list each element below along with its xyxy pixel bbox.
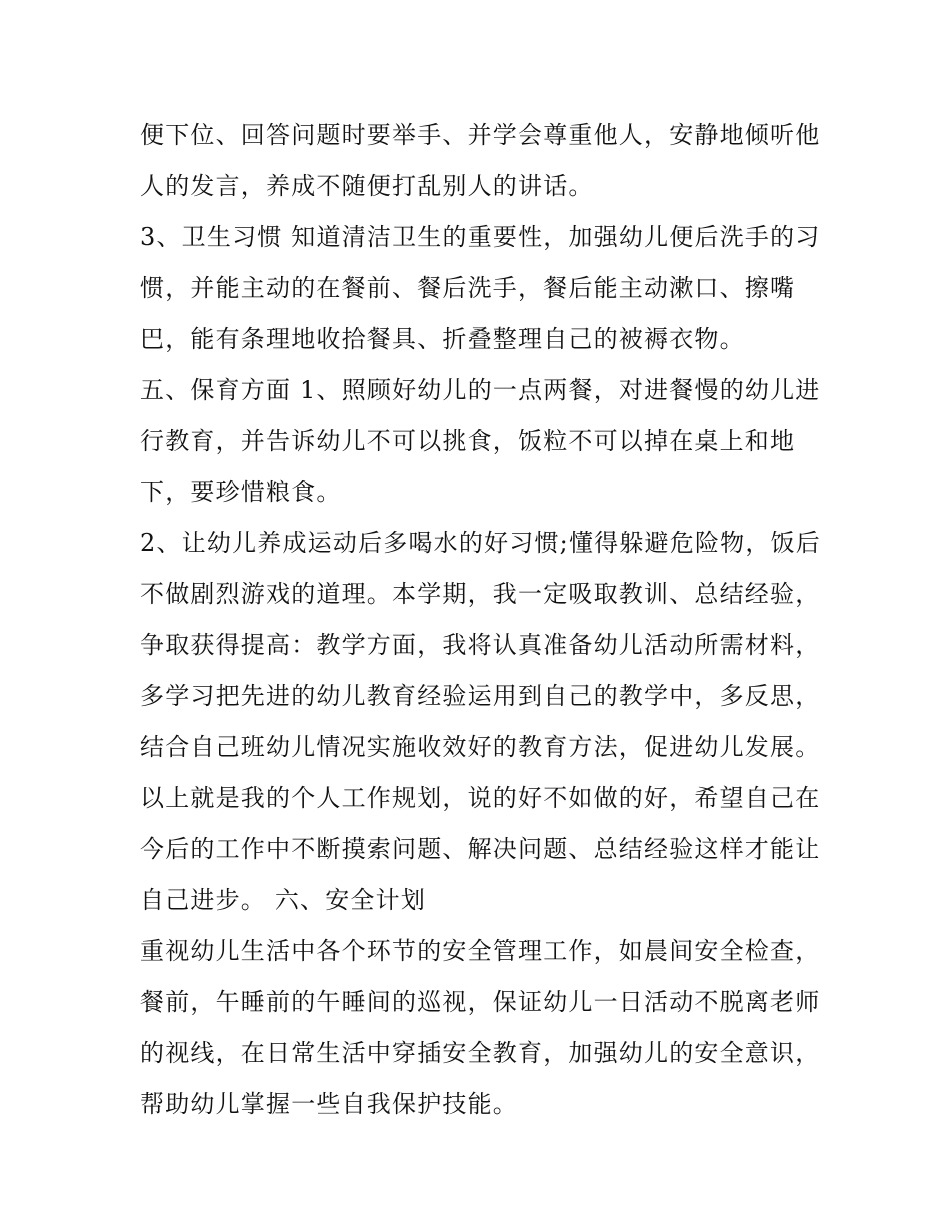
text-line: 下，要珍惜粮食。 [140, 478, 342, 506]
document-body [140, 110, 830, 1130]
text-line: 多学习把先进的幼儿教育经验运用到自己的教学中，多反思， [140, 682, 821, 710]
text-line: 巴，能有条理地收拾餐具、折叠整理自己的被褥衣物。 [140, 325, 745, 353]
text-line: 便下位、回答问题时要举手、并学会尊重他人，安静地倾听他 [140, 121, 821, 149]
text-line: 不做剧烈游戏的道理。本学期，我一定吸取教训、总结经验， [140, 580, 821, 608]
text-line: 人的发言，养成不随便打乱别人的讲话。 [140, 172, 594, 200]
text-line: 惯，并能主动的在餐前、餐后洗手，餐后能主动漱口、擦嘴 [140, 274, 796, 302]
text-line: 以上就是我的个人工作规划，说的好不如做的好，希望自己在 [140, 784, 821, 812]
text-line: 的视线，在日常生活中穿插安全教育，加强幼儿的安全意识， [140, 1039, 821, 1067]
text-line: 五、保育方面 1、照顾好幼儿的一点两餐，对进餐慢的幼儿进 [140, 376, 821, 404]
text-line: 帮助幼儿掌握一些自我保护技能。 [140, 1090, 518, 1118]
text-line: 行教育，并告诉幼儿不可以挑食，饭粒不可以掉在桌上和地 [140, 427, 796, 455]
text-line: 重视幼儿生活中各个环节的安全管理工作，如晨间安全检查， [140, 937, 821, 965]
text-line: 3、卫生习惯 知道清洁卫生的重要性，加强幼儿便后洗手的习 [140, 223, 821, 251]
text-line: 今后的工作中不断摸索问题、解决问题、总结经验这样才能让 [140, 835, 821, 863]
text-line: 争取获得提高：教学方面，我将认真准备幼儿活动所需材料， [140, 631, 821, 659]
text-line: 餐前，午睡前的午睡间的巡视，保证幼儿一日活动不脱离老师 [140, 988, 821, 1016]
text-line: 结合自己班幼儿情况实施收效好的教育方法，促进幼儿发展。 [140, 733, 821, 761]
text-line: 2、让幼儿养成运动后多喝水的好习惯;懂得躲避危险物，饭后 [140, 529, 821, 557]
text-line: 自己进步。 六、安全计划 [140, 886, 427, 914]
